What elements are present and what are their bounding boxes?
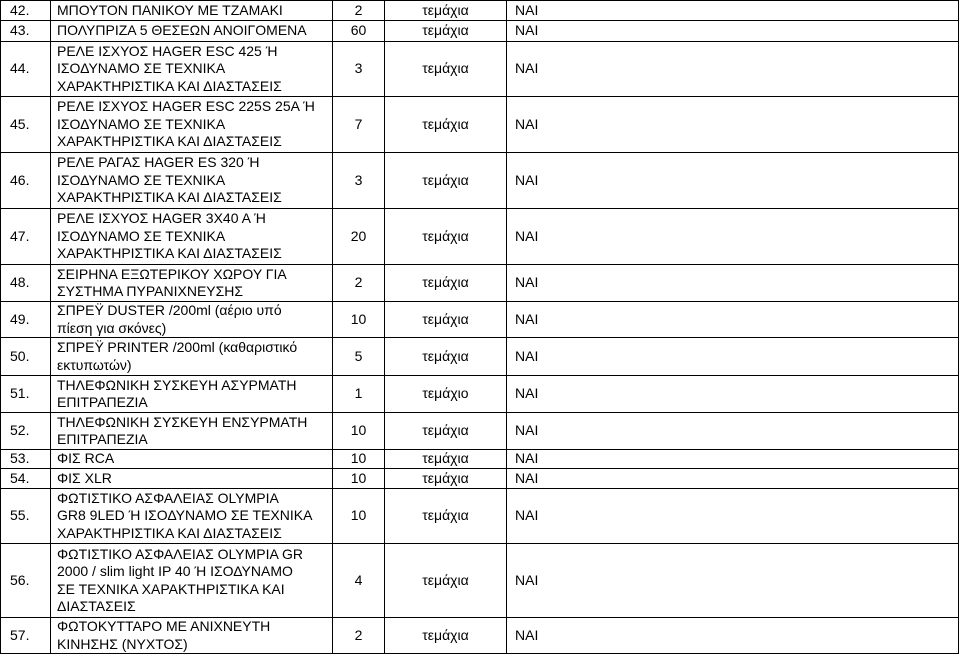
item-description-line: ΙΣΟΔΥΝΑΜΟ ΣΕ ΤΕΧΝΙΚΑ: [57, 115, 226, 132]
item-description-line: ΧΑΡΑΚΤΗΡΙΣΤΙΚΑ ΚΑΙ ΔΙΑΣΤΑΣΕΙΣ: [57, 524, 282, 541]
item-description-line: ΔΙΑΣΤΑΣΕΙΣ: [57, 598, 136, 614]
item-compliance: ΝΑΙ: [507, 489, 959, 544]
item-description: [51, 302, 333, 338]
table-row: [1, 1, 959, 21]
item-description-line: ΦΩΤΙΣΤΙΚΟ ΑΣΦΑΛΕΙΑΣ OLYMPIA: [57, 489, 279, 506]
item-description-line: ΤΗΛΕΦΩΝΙΚΗ ΣΥΣΚΕΥΗ ΕΝΣΥΡΜΑΤΗ: [57, 413, 308, 430]
item-description-line: ΦΩΤΙΣΤΙΚΟ ΑΣΦΑΛΕΙΑΣ OLYMPIA GR: [57, 545, 303, 562]
item-unit: τεμάχια: [385, 338, 507, 376]
item-unit: τεμάχια: [385, 413, 507, 450]
item-unit: τεμάχια: [385, 1, 507, 21]
item-description-line: ΦΙΣ RCA: [57, 450, 115, 467]
item-description: [51, 153, 333, 209]
item-quantity: 10: [333, 413, 385, 450]
item-number: 45.: [1, 97, 51, 153]
item-unit: τεμάχια: [385, 469, 507, 489]
item-number: 47.: [1, 209, 51, 265]
table-row: [1, 153, 959, 209]
item-quantity: 3: [333, 42, 385, 97]
item-description: [51, 42, 333, 97]
item-quantity: 3: [333, 153, 385, 209]
item-description: [51, 265, 333, 302]
item-description-line: ΡΕΛΕ ΙΣΧΥΟΣ HAGER 3X40 A Ή: [57, 210, 266, 227]
item-unit: τεμάχια: [385, 450, 507, 469]
item-unit: τεμάχια: [385, 618, 507, 654]
item-number: 46.: [1, 153, 51, 209]
item-quantity: 2: [333, 618, 385, 654]
table-row: [1, 450, 959, 469]
item-description: [51, 544, 333, 618]
item-description-line: ΡΕΛΕ ΡΑΓΑΣ HAGER ES 320 Ή: [57, 154, 260, 171]
item-description-line: ΣΠΡΕΫ DUSTER /200ml (αέριο υπό: [57, 302, 282, 318]
item-compliance: ΝΑΙ: [507, 413, 959, 450]
items-table-body: [1, 1, 959, 654]
item-quantity: 10: [333, 450, 385, 469]
item-description: [51, 97, 333, 153]
table-row: [1, 489, 959, 544]
item-number: 53.: [1, 450, 51, 469]
item-description: [51, 209, 333, 265]
table-row: [1, 338, 959, 376]
item-description-line: ΙΣΟΔΥΝΑΜΟ ΣΕ ΤΕΧΝΙΚΑ: [57, 227, 226, 244]
table-row: [1, 618, 959, 654]
item-description: [51, 338, 333, 376]
item-number: 52.: [1, 413, 51, 450]
item-description-line: εκτυπωτών): [57, 356, 132, 373]
item-unit: τεμάχια: [385, 209, 507, 265]
item-compliance: ΝΑΙ: [507, 1, 959, 21]
item-unit: τεμάχια: [385, 265, 507, 302]
table-row: [1, 42, 959, 97]
item-quantity: 4: [333, 544, 385, 618]
item-quantity: 5: [333, 338, 385, 376]
item-description-line: ΦΩΤΟΚΥΤΤΑΡΟ ΜΕ ΑΝΙΧΝΕΥΤΗ: [57, 618, 271, 634]
item-description-line: ΤΗΛΕΦΩΝΙΚΗ ΣΥΣΚΕΥΗ ΑΣΥΡΜΑΤΗ: [57, 376, 297, 393]
item-unit: τεμάχια: [385, 153, 507, 209]
item-description-line: ΜΠΟΥΤΟΝ ΠΑΝΙΚΟΥ ΜΕ ΤΖΑΜΑΚΙ: [57, 1, 283, 18]
item-unit: τεμάχια: [385, 302, 507, 338]
item-compliance: ΝΑΙ: [507, 338, 959, 376]
item-number: 51.: [1, 376, 51, 413]
item-number: 48.: [1, 265, 51, 302]
item-compliance: ΝΑΙ: [507, 42, 959, 97]
item-quantity: 10: [333, 489, 385, 544]
item-compliance: ΝΑΙ: [507, 376, 959, 413]
table-row: [1, 21, 959, 42]
item-description-line: ΠΟΛΥΠΡΙΖΑ 5 ΘΕΣΕΩΝ ΑΝΟΙΓΟΜΕΝΑ: [57, 22, 307, 39]
item-compliance: ΝΑΙ: [507, 469, 959, 489]
item-description-line: ΙΣΟΔΥΝΑΜΟ ΣΕ ΤΕΧΝΙΚΑ: [57, 171, 226, 188]
item-quantity: 60: [333, 21, 385, 42]
item-description-line: GR8 9LED Ή ΙΣΟΔΥΝΑΜΟ ΣΕ ΤΕΧΝΙΚΑ: [57, 507, 313, 524]
item-unit: τεμάχια: [385, 97, 507, 153]
item-compliance: ΝΑΙ: [507, 450, 959, 469]
item-compliance: ΝΑΙ: [507, 544, 959, 618]
item-description-line: ΦΙΣ XLR: [57, 469, 112, 486]
item-quantity: 2: [333, 265, 385, 302]
item-description-line: πίεση για σκόνες): [57, 319, 167, 336]
item-unit: τεμάχιο: [385, 376, 507, 413]
item-quantity: 7: [333, 97, 385, 153]
item-description-line: 2000 / slim light IP 40 Ή ΙΣΟΔΥΝΑΜΟ: [57, 563, 293, 579]
item-description: [51, 618, 333, 654]
item-description-line: ΕΠΙΤΡΑΠΕΖΙΑ: [57, 394, 148, 410]
table-row: [1, 209, 959, 265]
item-quantity: 10: [333, 302, 385, 338]
item-number: 44.: [1, 42, 51, 97]
item-description: [51, 469, 333, 489]
table-row: [1, 544, 959, 618]
item-description: [51, 450, 333, 469]
item-description-line: ΚΙΝΗΣΗΣ (ΝΥΧΤΟΣ): [57, 635, 188, 652]
table-row: [1, 302, 959, 338]
item-description-line: ΣΕΙΡΗΝΑ ΕΞΩΤΕΡΙΚΟΥ ΧΩΡΟΥ ΓΙΑ: [57, 265, 287, 282]
item-quantity: 10: [333, 469, 385, 489]
item-description-line: ΕΠΙΤΡΑΠΕΖΙΑ: [57, 431, 148, 447]
item-description-line: ΣΠΡΕΫ PRINTER /200ml (καθαριστικό: [57, 339, 298, 355]
item-compliance: ΝΑΙ: [507, 209, 959, 265]
item-number: 56.: [1, 544, 51, 618]
item-description: [51, 489, 333, 544]
item-compliance: ΝΑΙ: [507, 21, 959, 42]
item-description-line: ΧΑΡΑΚΤΗΡΙΣΤΙΚΑ ΚΑΙ ΔΙΑΣΤΑΣΕΙΣ: [57, 133, 282, 150]
item-description: [51, 376, 333, 413]
table-row: [1, 413, 959, 450]
item-description-line: ΡΕΛΕ ΙΣΧΥΟΣ HAGER ESC 225S 25A Ή: [57, 98, 315, 115]
item-description-line: ΧΑΡΑΚΤΗΡΙΣΤΙΚΑ ΚΑΙ ΔΙΑΣΤΑΣΕΙΣ: [57, 77, 282, 94]
item-compliance: ΝΑΙ: [507, 618, 959, 654]
table-row: [1, 469, 959, 489]
item-description: [51, 21, 333, 42]
item-number: 43.: [1, 21, 51, 42]
item-description-line: ΙΣΟΔΥΝΑΜΟ ΣΕ ΤΕΧΝΙΚΑ: [57, 60, 226, 77]
item-number: 42.: [1, 1, 51, 21]
item-description: [51, 1, 333, 21]
item-description-line: ΣΕ ΤΕΧΝΙΚΑ ΧΑΡΑΚΤΗΡΙΣΤΙΚΑ ΚΑΙ: [57, 580, 285, 597]
item-number: 57.: [1, 618, 51, 654]
item-unit: τεμάχια: [385, 544, 507, 618]
table-row: [1, 97, 959, 153]
item-number: 49.: [1, 302, 51, 338]
item-compliance: ΝΑΙ: [507, 97, 959, 153]
table-row: [1, 376, 959, 413]
item-unit: τεμάχια: [385, 489, 507, 544]
item-quantity: 20: [333, 209, 385, 265]
item-quantity: 2: [333, 1, 385, 21]
item-quantity: 1: [333, 376, 385, 413]
item-unit: τεμάχια: [385, 21, 507, 42]
item-number: 54.: [1, 469, 51, 489]
item-description-line: ΧΑΡΑΚΤΗΡΙΣΤΙΚΑ ΚΑΙ ΔΙΑΣΤΑΣΕΙΣ: [57, 189, 282, 206]
item-compliance: ΝΑΙ: [507, 302, 959, 338]
item-description-line: ΣΥΣΤΗΜΑ ΠΥΡΑΝΙΧΝΕΥΣΗΣ: [57, 283, 244, 299]
item-description: [51, 413, 333, 450]
item-number: 55.: [1, 489, 51, 544]
item-description-line: ΡΕΛΕ ΙΣΧΥΟΣ HAGER ESC 425 Ή: [57, 42, 278, 59]
item-compliance: ΝΑΙ: [507, 153, 959, 209]
item-compliance: ΝΑΙ: [507, 265, 959, 302]
item-description-line: ΧΑΡΑΚΤΗΡΙΣΤΙΚΑ ΚΑΙ ΔΙΑΣΤΑΣΕΙΣ: [57, 245, 282, 262]
item-unit: τεμάχια: [385, 42, 507, 97]
item-number: 50.: [1, 338, 51, 376]
table-row: [1, 265, 959, 302]
